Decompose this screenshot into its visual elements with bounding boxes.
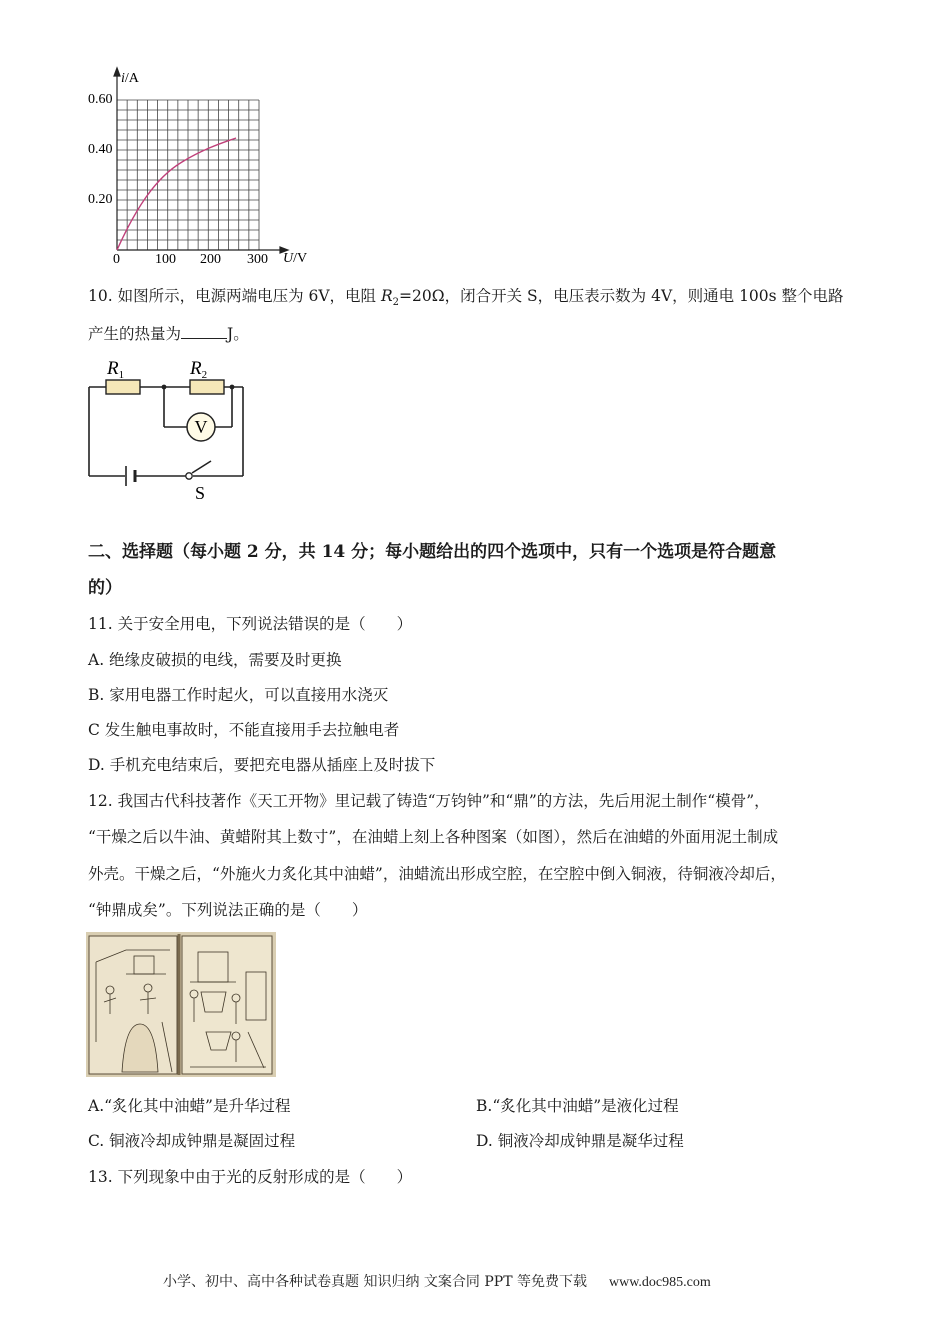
footer-link[interactable]: www.doc985.com bbox=[608, 1275, 711, 1290]
x-tick-label: 300 bbox=[247, 252, 268, 267]
y-tick-label: 0.20 bbox=[88, 192, 113, 207]
y-tick-label: 0.40 bbox=[88, 142, 113, 157]
footer-text: 小学、初中、高中各种试卷真题 知识归纳 文案合同 PPT 等免费下载 bbox=[163, 1274, 587, 1290]
circuit-wires bbox=[89, 387, 243, 476]
r2-subscript: 2 bbox=[392, 297, 400, 309]
q12-option-d[interactable]: D. 铜液冷却成钟鼎是凝华过程 bbox=[476, 1132, 684, 1150]
graph-axes bbox=[114, 68, 288, 253]
q11-option-a[interactable]: A. 绝缘皮破损的电线，需要及时更换 bbox=[88, 651, 342, 669]
graph-grid bbox=[117, 100, 259, 250]
q10-text: J。 bbox=[227, 325, 249, 343]
q10-line-1 bbox=[88, 286, 844, 313]
q12-option-b[interactable]: B.“炙化其中油蜡”是液化过程 bbox=[476, 1097, 679, 1115]
q10-text: =20Ω，闭合开关 S，电压表示数为 4V，则通电 100s 整个电路 bbox=[399, 287, 844, 305]
switch-label: S bbox=[195, 483, 206, 503]
q12-stem-line: 12. 我国古代科技著作《天工开物》里记载了铸造“万钧钟”和“鼎”的方法，先后用泥土制作“模骨”， bbox=[88, 792, 770, 810]
q10-line-2 bbox=[88, 322, 249, 344]
switch-blade bbox=[192, 461, 211, 473]
q12-option-c[interactable]: C. 铜液冷却成钟鼎是凝固过程 bbox=[88, 1132, 296, 1150]
q11-option-d[interactable]: D. 手机充电结束后，要把充电器从插座上及时拔下 bbox=[88, 756, 436, 774]
q11-option-b[interactable]: B. 家用电器工作时起火，可以直接用水浇灭 bbox=[88, 686, 389, 704]
r2-symbol: R bbox=[381, 287, 393, 305]
section-heading: 二、选择题（每小题 2 分，共 14 分；每小题给出的四个选项中，只有一个选项是符合题意 bbox=[88, 542, 777, 562]
r2-label: $R_2$ bbox=[190, 358, 208, 381]
resistor-r1 bbox=[106, 380, 140, 394]
answer-blank[interactable] bbox=[181, 322, 227, 339]
r1-label: $R_1$ bbox=[107, 358, 125, 381]
switch-contact bbox=[186, 473, 192, 479]
circuit-diagram bbox=[80, 350, 260, 505]
i-u-graph bbox=[70, 60, 310, 275]
y-axis-label: i/A bbox=[121, 71, 139, 86]
q12-option-a[interactable]: A.“炙化其中油蜡”是升华过程 bbox=[88, 1097, 291, 1115]
right-page bbox=[182, 936, 272, 1074]
section-heading-cont: 的） bbox=[88, 578, 122, 598]
q10-text: 产生的热量为 bbox=[88, 325, 182, 343]
tiangong-kaiwu-illustration bbox=[86, 932, 276, 1077]
junction-dot bbox=[162, 385, 167, 390]
q12-stem-line: 外壳。干燥之后，“外施火力炙化其中油蜡”，油蜡流出形成空腔，在空腔中倒入铜液，待铜液冷却后， bbox=[88, 865, 786, 883]
y-axis-arrow bbox=[114, 68, 120, 76]
x-tick-label: 100 bbox=[155, 252, 176, 267]
q11-stem: 11. 关于安全用电，下列说法错误的是（ ） bbox=[88, 615, 413, 633]
q11-option-c[interactable]: C 发生触电事故时，不能直接用手去拉触电者 bbox=[88, 721, 400, 739]
battery-symbol bbox=[126, 466, 135, 486]
q10-text: 10. 如图所示，电源两端电压为 6V，电阻 bbox=[88, 287, 377, 305]
junction-dot bbox=[230, 385, 235, 390]
q12-stem-line: “干燥之后以牛油、黄蜡附其上数寸”，在油蜡上刻上各种图案（如图），然后在油蜡的外面用泥土制成 bbox=[88, 828, 779, 846]
q12-stem-line: “钟鼎成矣”。下列说法正确的是（ ） bbox=[88, 901, 368, 919]
x-tick-label: 0 bbox=[113, 252, 120, 267]
x-tick-label: 200 bbox=[200, 252, 221, 267]
x-axis-label: U/V bbox=[283, 251, 308, 266]
q13-stem: 13. 下列现象中由于光的反射形成的是（ ） bbox=[88, 1168, 413, 1186]
page-footer bbox=[163, 1271, 711, 1291]
voltmeter-label: V bbox=[194, 417, 208, 437]
resistor-r2 bbox=[190, 380, 224, 394]
y-tick-label: 0.60 bbox=[88, 92, 113, 107]
